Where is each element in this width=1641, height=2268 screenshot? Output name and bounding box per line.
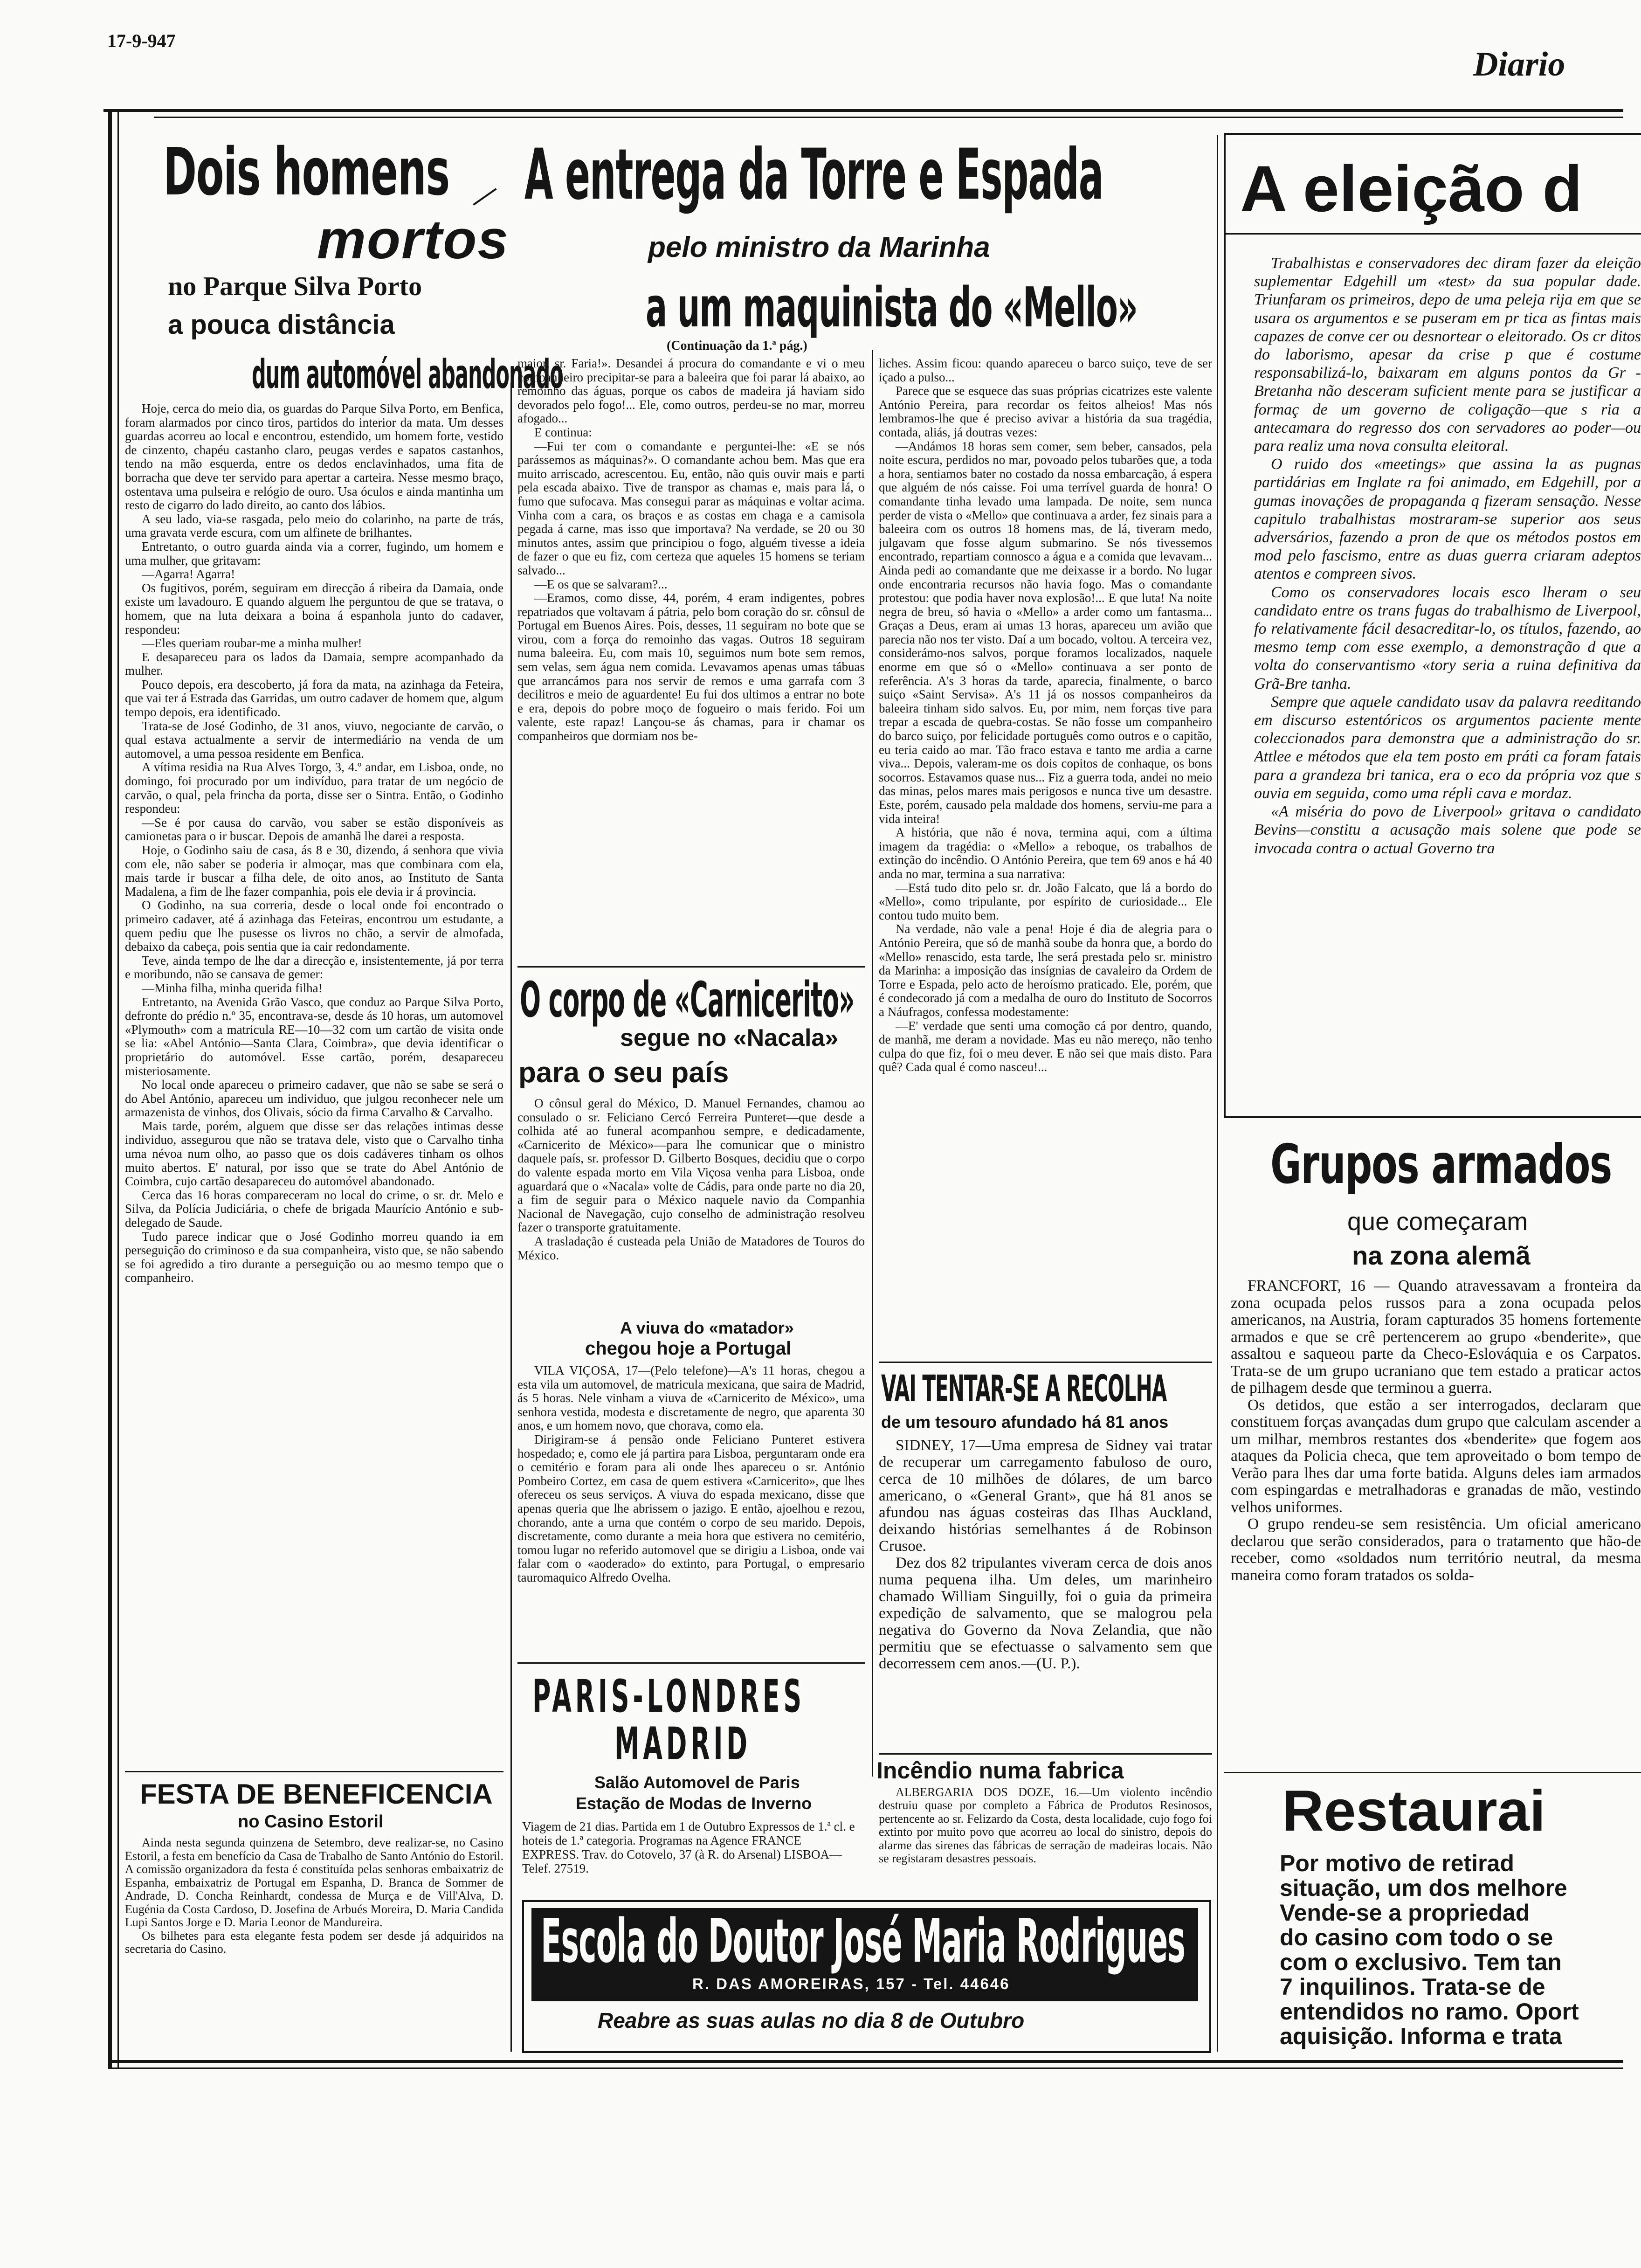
carnicerito-sub2: para o seu país [518, 1057, 729, 1089]
paragraph: Os bilhetes para esta elegante festa podem ser desde já adquiridos na secretaria do Casino. [125, 1929, 503, 1956]
ad1-line1: PARIS-LONDRES [532, 1670, 805, 1722]
ad2-reopen: Reabre as suas aulas no dia 8 de Outubro [598, 2008, 1025, 2033]
grupos-title: Grupos armados [1270, 1133, 1612, 1196]
col1-sub3: dum automóvel abandonado [252, 351, 563, 398]
paragraph: —Agarra! Agarra! [142, 567, 235, 581]
paragraph: Dez dos 82 tripulantes viveram cerca de dois anos numa pequena ilha. Um deles, um marinheiro chamado William Singuilly, foi o guia da primeira expedição de salvamento, que se malogrou pela negativa do Governo da Nova Zelandia, que não permitiu que se efectuasse o salvamento sem que decorressem cem anos.—(U. P.). [879, 1555, 1212, 1672]
col1-article [125, 402, 503, 1796]
incendio-article [879, 1786, 1212, 1893]
rest-line: do casino com todo o se [1280, 1924, 1553, 1950]
paragraph: VILA VIÇOSA, 17—(Pelo telefone)—A's 11 horas, chegou a esta vila um automovel, de matricula mexicana, que saira de Madrid, ás 5 horas. Nele vinham a viuva de «Carnicerito de México», uma senhora vestida, modesta e discretamente de negro, que aparenta 30 anos, e um homem novo, que chorava, como ela. [517, 1364, 865, 1433]
viuva-article [517, 1364, 865, 1648]
paragraph: A história, que não é nova, termina aqui, com a última imagem da tragédia: o «Mello» a reboque, os trabalhos de extinção do incêndio. O António Pereira, que tem 69 anos e há 40 anda no mar, termina a sua narrativa: [879, 825, 1212, 881]
paragraph: Na verdade, não vale a pena! Hoje é dia de alegria para o António Pereira, que só de manhã soube da honra que, a bordo do «Mello» renascido, esta tarde, lhe será prestada pelo sr. ministro da Marinha: a imposição das insígnias de cavaleiro da Ordem de Torre e Espada, pelo acto de heroísmo praticado. Ele, porém, que é condecorado já com a medalha de ouro do Instituto de Socorros a Náufragos, confessa modestamente: [879, 922, 1212, 1019]
ad2-title: Escola do Doutor José Maria Rodrigues [541, 1907, 1185, 1976]
rest-line: com o exclusivo. Tem tan [1280, 1949, 1562, 1975]
paragraph: E continua: [534, 425, 592, 439]
paragraph: —Minha filha, minha querida filha! [142, 981, 323, 995]
carnicerito-sub1: segue no «Nacala» [620, 1024, 839, 1051]
rest-line: Vende-se a propriedad [1280, 1900, 1530, 1926]
festa-title: FESTA DE BENEFICENCIA [140, 1778, 493, 1810]
paragraph: O cônsul geral do México, D. Manuel Fernandes, chamou ao consulado o sr. Feliciano Cercó Ferreira Punteret—que desde a colhida até ao funeral acompanhou sempre, e dedicadamente, «Carnicerito de México»—para lhe comunicar que o ministro daquele país, sr. professor D. Gilberto Bosques, decidiu que o corpo do valente espada morto em Vila Viçosa venha para Lisboa, onde aguardará que o «Nacala» volte de Cádis, para onde parte no dia 20, a fim de seguir para o México naquele navio da Companhia Nacional de Navegação, cujo conselho de administração resolveu fazer o transporte gratuitamente. [517, 1097, 865, 1235]
top-rule-thick [103, 109, 1623, 112]
incendio-title: Incêndio numa fabrica [876, 1757, 1124, 1784]
paragraph: E desapareceu para os lados da Damaia, sempre acompanhado da mulher. [125, 650, 503, 678]
rest-line: Por motivo de retirad [1280, 1851, 1514, 1876]
carni-top-rule [517, 966, 865, 968]
rest-lines [1280, 1851, 1641, 2052]
recolha-top-rule [879, 1362, 1212, 1363]
rest-top-rule [1224, 1772, 1641, 1773]
paragraph: O ruido dos «meetings» que assina la as pugnas partidárias em Inglate ra foi animado, em Edgehill, por a gumas inovações de propaganda q fizeram sensação. Nesse capitulo trabalhistas mostraram-se superior aos seus adversários, fazendo a pron de que os métodos postos em mod pelo fascismo, entre as duas guerra criaram adeptos atentos e compreen sivos. [1254, 456, 1641, 583]
paragraph: —Eles queriam roubar-me a minha mulher! [142, 636, 362, 650]
paragraph: O Godinho, na sua correria, desde o local onde foi encontrado o primeiro cadaver, até á azinhaga das Feteiras, encontrou um estudante, a quem pediu que lhe pusesse os livros no chão, a servir de almofada, debaixo da cabeça, pois sentia que ia cair redondamente. [125, 898, 503, 954]
col1-headline-mortos: mortos [317, 209, 509, 270]
paragraph: —Eramos, como disse, 44, porém, 4 eram indigentes, pobres repatriados que voltavam á pátria, pelo bom coração do sr. cônsul de Portugal em Buenos Aires. Pois, desses, 11 seguiram no bote que se virou, com a força do remoinho das vagas. Outros 18 seguiram numa baleeira. Eu, com mais 10, seguimos num bote sem remos, sem velas, sem água nem comida. Levavamos apenas umas tábuas que arrancámos para nos servir de remos e uma garrafa com 3 decilitros e meio de aguardente! Eu fui dos ultimos a entrar no bote e era, depois do pobre moço de fogueiro o mais ferido. Foi um valente, este rapaz! Lançou-se ás chamas, para ir chamar os companheiros que dormiam nos be- [517, 591, 865, 743]
col-separator-2 [1217, 135, 1218, 2052]
eleicao-article [1254, 254, 1641, 1107]
paragraph: maior, sr. Faria!». Desandei á procura do comandante e vi o meu companheiro precipitar-se para a baleeira que foi parar lá abaixo, ao remoinho das águas, porque os cabos de madeira já haviam sido devorados pelo fogo!... Ele, como outros, perdeu-se no mar, morreu afogado... [517, 357, 865, 426]
left-border-inner [117, 109, 119, 2067]
paragraph: FRANCFORT, 16 — Quando atravessavam a fronteira da zona ocupada pelos russos para a zona ocupada pelos americanos, na Austria, foram capturados 35 homens fortemente armados e que se crê pertencerem ao grupo «benderite», que assaltou e saqueou parte da Checo-Eslováquia e os Carpatos. Trata-se de um grupo ucraniano que tem estado a praticar actos de pilhagem desde que terminou a guerra. [1231, 1278, 1641, 1397]
paragraph: No local onde apareceu o primeiro cadaver, que não se sabe se será o do Abel António, apareceu um individuo, que julgou reconhecer nele um armazenista de vinhos, dos Olivais, sócio da firma Carvalho & Carvalho. [125, 1078, 503, 1120]
paragraph: Ainda nesta segunda quinzena de Setembro, deve realizar-se, no Casino Estoril, a festa em benefício da Casa de Trabalho de Santo António do Estoril. A comissão organizadora da festa é constituída pelas senhoras embaixatriz de Espanha, embaixatriz de Portugal em Espanha, D. Branca de Sommer de Andrade, D. Concha Reinhardt, condessa de Murça e de Vill'Alva, D. Eugénia da Costa Cardoso, D. Josefina de Arbués Moreira, D. Maria Candida Lupi Santos Jorge e D. Maria Leonor de Mandureira. [125, 1836, 503, 1929]
col1-sub1: no Parque Silva Porto [168, 271, 422, 301]
paragraph: Mais tarde, porém, alguem que disse ser das relações intimas desse individuo, assegurou que não se tratava dele, visto que o Carvalho tinha uma névoa num olho, ao passo que os dois cadáveres tinham os olhos muito abertos. E' natural, por isso que se trate do Abel António de Coimbra, cujo cartão desapareceu do automóvel abandonado. [125, 1119, 503, 1189]
paragraph: —Está tudo dito pelo sr. dr. João Falcato, que lá a bordo do «Mello», como tripulante, por espírito de curiosidade... Ele contou tudo muito bem. [879, 880, 1212, 922]
paragraph: Tudo parece indicar que o José Godinho morreu quando ia em perseguição do criminoso e da sua companheira, visto que, se não sabendo se foi agredido a tiro durante a perseguição ou ao mesmo tempo que o companheiro. [125, 1229, 503, 1285]
col2-sub1: pelo ministro da Marinha [648, 231, 990, 263]
bottom-rule-thick [108, 2060, 1623, 2063]
col2-sub2: a um maquinista do «Mello» [646, 275, 1138, 339]
col2-continuation: (Continuação da 1.ª pág.) [667, 339, 807, 353]
festa-article [125, 1836, 503, 2055]
paragraph: liches. Assim ficou: quando apareceu o barco suiço, teve de ser içado a pulso... [879, 357, 1212, 384]
pen-mark [473, 188, 496, 206]
paragraph: A trasladação é custeada pela União de Matadores de Touros do México. [517, 1234, 865, 1262]
rest-line: entendidos no ramo. Oport [1280, 1998, 1579, 2025]
masthead: Diario [1473, 45, 1565, 83]
eleicao-title-rule [1224, 233, 1641, 235]
top-rule-thin [154, 117, 1623, 118]
ad1-line4: Estação de Modas de Inverno [576, 1794, 812, 1813]
paragraph: A seu lado, via-se rasgada, pelo meio do colarinho, na parte de trás, uma gravata verde escura, com um alfinete de brilhantes. [125, 512, 503, 540]
incendio-top-rule [879, 1753, 1212, 1755]
col1-sub2: a pouca distância [168, 310, 395, 340]
paragraph: Os detidos, que estão a ser interrogados, declaram que constituem forças avançadas dum grupo que calculam ascender a um milhar, membros restantes dos «benderite» que fogem aos ataques da Policia checa, que tem aproveitado o bom tempo de Verão para lhes dar uma forte batida. Alguns deles iam armados com espingardas e metralhadoras e granadas de mão, vestindo velhos uniformes. [1231, 1396, 1641, 1516]
paragraph: Teve, ainda tempo de lhe dar a direcção e, insistentemente, já por terra e moribundo, não se cansava de gemer: [125, 953, 503, 982]
page-date: 17-9-947 [107, 30, 176, 51]
paragraph: A vítima residia na Rua Alves Torgo, 3, 4.º andar, em Lisboa, onde, no domingo, foi procurado por um indivíduo, para tratar de um negócio de carvão, o qual, pela frincha da porta, disse ser o Sintra. Então, o Godinho respondeu: [125, 760, 503, 816]
eleicao-headline: A eleição d [1240, 152, 1582, 225]
bottom-rule-thin [108, 2067, 1623, 2069]
paragraph: Entretanto, o outro guarda ainda via a correr, fugindo, um homem e uma mulher, que gritavam: [125, 539, 503, 567]
recolha-title: VAI TENTAR-SE A RECOLHA [881, 1368, 1167, 1410]
paragraph: Hoje, o Godinho saiu de casa, ás 8 e 30, dizendo, á senhora que vivia com ele, não saber se poderia ir almoçar, mas que combinara com ela, mais tarde ir buscar a filha dele, de oito anos, ao Instituto de Santa Madalena, a fim de lhe fazer companhia, pois ele devia ir á provincia. [125, 843, 503, 899]
grupos-article [1231, 1278, 1641, 1767]
paragraph: SIDNEY, 17—Uma empresa de Sidney vai tratar de recuperar um carregamento fabuloso de ouro, cerca de 10 milhões de dólares, de um barco americano, o «General Grant», que há 81 anos se afundou nas águas costeiras das Ilhas Auckland, deixando histórias semelhantes á de Robinson Crusoe. [879, 1437, 1212, 1555]
paragraph: Pouco depois, era descoberto, já fora da mata, na azinhaga da Feteira, que vai ter á Estrada das Garridas, um outro cadaver de homem que, algum tempo depois, era identificado. [125, 677, 503, 719]
paragraph: —E os que se salvaram?... [534, 577, 668, 591]
ad1-top-rule [517, 1662, 865, 1664]
paragraph: —Andámos 18 horas sem comer, sem beber, cansados, pela noite escura, perdidos no mar, povoado pelos tubarões que, a toda a hora, sentiamos bater no costado da nossa embarcação, á espera que alguém de nós caisse. Foi uma terrível guarda de honra! O comandante tinha levado uma lampada. De noite, sem nunca perder de vista o «Mello» que continuava a arder, fez sinais para a baleeira com os outros 18 homens mas, de lá, tiveram medo, julgavam que fosse algum submarino. Se nós tivessemos encontrado, repartiam connosco a água e a comida que levavam... Ainda pedi ao comandante que me deixasse ir a bordo. No lugar onde encontraria recursos não havia fogo. Mas o comandante protestou: que podia haver nova explosão!... E que luta! Na noite negra de breu, só havia o «Mello» a arder como um fantasma... Graças a Deus, eram ai umas 13 horas, apareceu um avião que parecia não nos ter visto. Daí a um bocado, voltou. A terceira vez, considerámo-nos salvos, porque foramos localizados, naquele enorme em que só o «Mello» continuava a ser ponto de referência. A's 3 horas da tarde, aparecia, finalmente, o barco suiço «Saint Servisa». A's 11 já os nossos companheiros da baleeira tinham sido salvos. Eu, por mim, nem forças tive para trepar a escada de quebra-costas. Se não fosse um companheiro do barco suiço, por felicidade português como outros e o capitão, eu teria caido ao mar. Tão fraco estava e tanto me ardia a carne viva... Depois, valeram-me os dois copitos de conhaque, os bons socorros. Estavamos quase nus... Fiz a guerra toda, andei no meio das minas, pelos mares mais perigosos e nunca tive um desastre. Este, porém, causado pela maldade dos homens, serviu-me para a vida inteira! [879, 439, 1212, 826]
col1-headline: Dois homens [163, 134, 449, 210]
ad1-line3: Salão Automovel de Paris [594, 1773, 800, 1792]
paragraph: —E' verdade que senti uma comoção cá por dentro, quando, de manhã, me deram a novidade. Mas eu não mereço, não tenho culpa do que fiz, foi o meu dever. E não sei que mais disto. Para quê? Cada qual é como nasceu!... [879, 1018, 1212, 1074]
carnicerito-article [517, 1097, 865, 1316]
paragraph: ALBERGARIA DOS DOZE, 16.—Um violento incêndio destruiu quase por completo a Fábrica de Produtos Resinosos, pertencente ao sr. Felizardo da Costa, desta localidade, cujo fogo foi extinto por muito povo que acorreu ao local do sinistro, depois do alarme das sirenes das fábricas de serração de madeiras locais. Não se registaram desastres pessoais. [879, 1786, 1212, 1866]
paragraph: Dirigiram-se á pensão onde Feliciano Punteret estivera hospedado; e, como ele já partira para Lisboa, perguntaram onde era o cemitério e foram para ali onde lhes apareceu o sr. António Pombeiro Cortez, em casa de quem estivera «Carnicerito», que lhes ofereceu os seus serviços. A viuva do espada mexicano, disse que apenas queria que lhe abrissem o jazigo. E então, ajoelhou e rezou, chorando, ante a urna que contém o corpo de seu marido. Depois, discretamente, como durante a meia hora que estivera no cemitério, tomou lugar no referido automovel que se dirigiu a Lisboa, onde vai falar com o «aoderado» do extinto, para Portugal, o empresario tauromaquico Alfredo Ovelha. [517, 1432, 865, 1584]
rest-line: 7 inquilinos. Trata-se de [1280, 1974, 1545, 2000]
paragraph: Trata-se de José Godinho, de 31 anos, viuvo, negociante de carvão, o qual estava actualmente a servir de intermediário na venda de um automovel, a uma pessoa residente em Benfica. [125, 719, 503, 761]
paragraph: —Fui ter com o comandante e perguntei-lhe: «E se nós parássemos as máquinas?». O comandante achou bem. Mas que era muito arriscado, acrescentou. Eu, então, não quis ouvir mais e parti pela escada abaixo. Tive de transpor as chamas e, mais para lá, o fumo que sufocava. Mas consegui parar as máquinas e voltar acima. Vinha com a cara, os braços e as costas em chaga e a camisola pegada á carne, mas isso que importava? Na verdade, se 20 ou 30 minutos antes, assim que principiou o fogo, alguém tivesse a ideia de fazer o que eu fiz, com certeza que aqueles 15 homens se teriam salvado... [517, 439, 865, 577]
paragraph: Entretanto, na Avenida Grão Vasco, que conduz ao Parque Silva Porto, defronte do prédio n.º 35, encontrava-se, desde ás 10 horas, um automovel «Plymouth» com a matricula RE—10—32 com um cartão de visita onde se lia: «Abel António—Santa Clara, Coimbra», que devia identificar o proprietário do automóvel. Esse cartão, porém, desapareceu misteriosamente. [125, 995, 503, 1078]
rest-line: aquisição. Informa e trata [1280, 2023, 1562, 2049]
rest-title: Restaurai [1282, 1779, 1546, 1843]
recolha-article [879, 1437, 1212, 1759]
viuva-title2: chegou hoje a Portugal [585, 1338, 792, 1359]
viuva-title1: A viuva do «matador» [620, 1318, 794, 1337]
torre-story-left [517, 357, 865, 954]
festa-sub: no Casino Estoril [238, 1812, 384, 1832]
paragraph: Parece que se esquece das suas próprias cicatrizes este valente António Pereira, para recordar os feitos alheios! Mas nós lembramos-lhe que é preciso avivar a história da sua tragédia, contada, aliás, já doutras vezes: [879, 384, 1212, 439]
rest-line: situação, um dos melhore [1280, 1875, 1567, 1901]
paragraph: —Se é por causa do carvão, vou saber se estão disponíveis as camionetas para o ir buscar. Depois de amanhã lhe darei a resposta. [125, 815, 503, 844]
grupos-sub2: na zona alemã [1352, 1241, 1531, 1270]
col-separator-1 [510, 382, 512, 2052]
ad1-line2: MADRID [614, 1718, 751, 1770]
paragraph: O grupo rendeu-se sem resistência. Um oficial americano declarou que serão considerados, para o tratamento que hão-de receber, como «soldados num território neutral, da mesma maneira como foram tratados os solda- [1231, 1515, 1641, 1584]
paragraph: Hoje, cerca do meio dia, os guardas do Parque Silva Porto, em Benfica, foram alarmados por cinco tiros, partidos do interior da mata. Um desses guardas acorreu ao local e encontrou, estendido, um homem forte, vestido de cinzento, chapéu castanho claro, peugas verdes e sapatos castanhos, tendo na mão esquerda, entre os dedos enclavinhados, uma fita de borracha que deve ter servido para apertar a carteira. Nesse mesmo braço, ostentava uma pulseira e relógio de ouro. Usa óculos e ainda mantinha um resto de cigarro do lado direito, ao canto dos lábios. [125, 402, 503, 512]
paragraph: Como os conservadores locais esco lheram o seu candidato entre os trans fugas do trabalhismo de Liverpool, fo relativamente fácil desacreditar-lo, os títulos, fazendo, ao mesmo temp com esse exemplo, a demonstração d que a volta do conservantismo «tory seria a ruina definitiva da Grã-Bre tanha. [1254, 583, 1641, 692]
recolha-sub: de um tesouro afundado há 81 anos [881, 1412, 1169, 1431]
paragraph: Os fugitivos, porém, seguiram em direcção á ribeira da Damaia, onde existe um lavadouro. E quando alguem lhe perguntou de que se tratava, o homem, que na luta deixara a boina á espanhola junto do cadaver, respondeu: [125, 581, 503, 636]
ad1-text: Viagem de 21 dias. Partida em 1 de Outubro Expressos de 1.ª cl. e hoteis de 1.ª categoria. Programas na Agence FRANCE EXPRESS. Trav. do Cotovelo, 37 (à R. do Arsenal) LISBOA—Telef. 27519. [522, 1819, 855, 1875]
paragraph: «A miséria do povo de Liverpool» gritava o candidato Bevins—constitu a acusação mais solene que pode se invocada contra o actual Governo tra [1254, 803, 1641, 857]
col2-inner-separator [872, 350, 873, 1777]
festa-top-rule [125, 1771, 503, 1772]
col2-headline: A entrega da Torre e Espada [524, 134, 1103, 215]
ad2-address: R. DAS AMOREIRAS, 157 - Tel. 44646 [692, 1975, 1010, 1992]
carnicerito-title: O corpo de «Carnicerito» [520, 971, 855, 1028]
grupos-sub1: que começaram [1347, 1208, 1528, 1236]
paragraph: Cerca das 16 horas compareceram no local do crime, o sr. dr. Melo e Silva, da Polícia Judiciária, o chefe de brigada Maurício António e sub-delegado de Saude. [125, 1188, 503, 1230]
paragraph: Trabalhistas e conservadores dec diram fazer da eleição suplementar Edgehill um «test» da sua popular dade. Triunfaram os primeiros, depo de uma peleja rija em que se usara os argumentos e se puseram em pr tica as fintas mais capazes de conve cer ou desnortear o eleitorado. Os cr ditos do laborismo, apesar da crise p que é costume responsabilizá-lo, baixaram em alguns pontos da Gr -Bretanha não desceram suficient mente para se justificar a formaç de um governo de coligação—que s ria a antecamara do regresso dos con servadores ao poder—ou para realiz uma nova consulta eleitoral. [1254, 255, 1641, 455]
left-border [108, 109, 112, 2067]
paragraph: Sempre que aquele candidato usav da palavra reeditando em discurso estentóricos os argumentos paciente mente coleccionados para demonstra que a administração do sr. Attlee e métodos que ela tem posto em práti ca foram fatais para a grandeza bri tanica, era o eco da própria voz que s ouvia em seguida, como uma répli cava e mordaz. [1254, 693, 1641, 802]
